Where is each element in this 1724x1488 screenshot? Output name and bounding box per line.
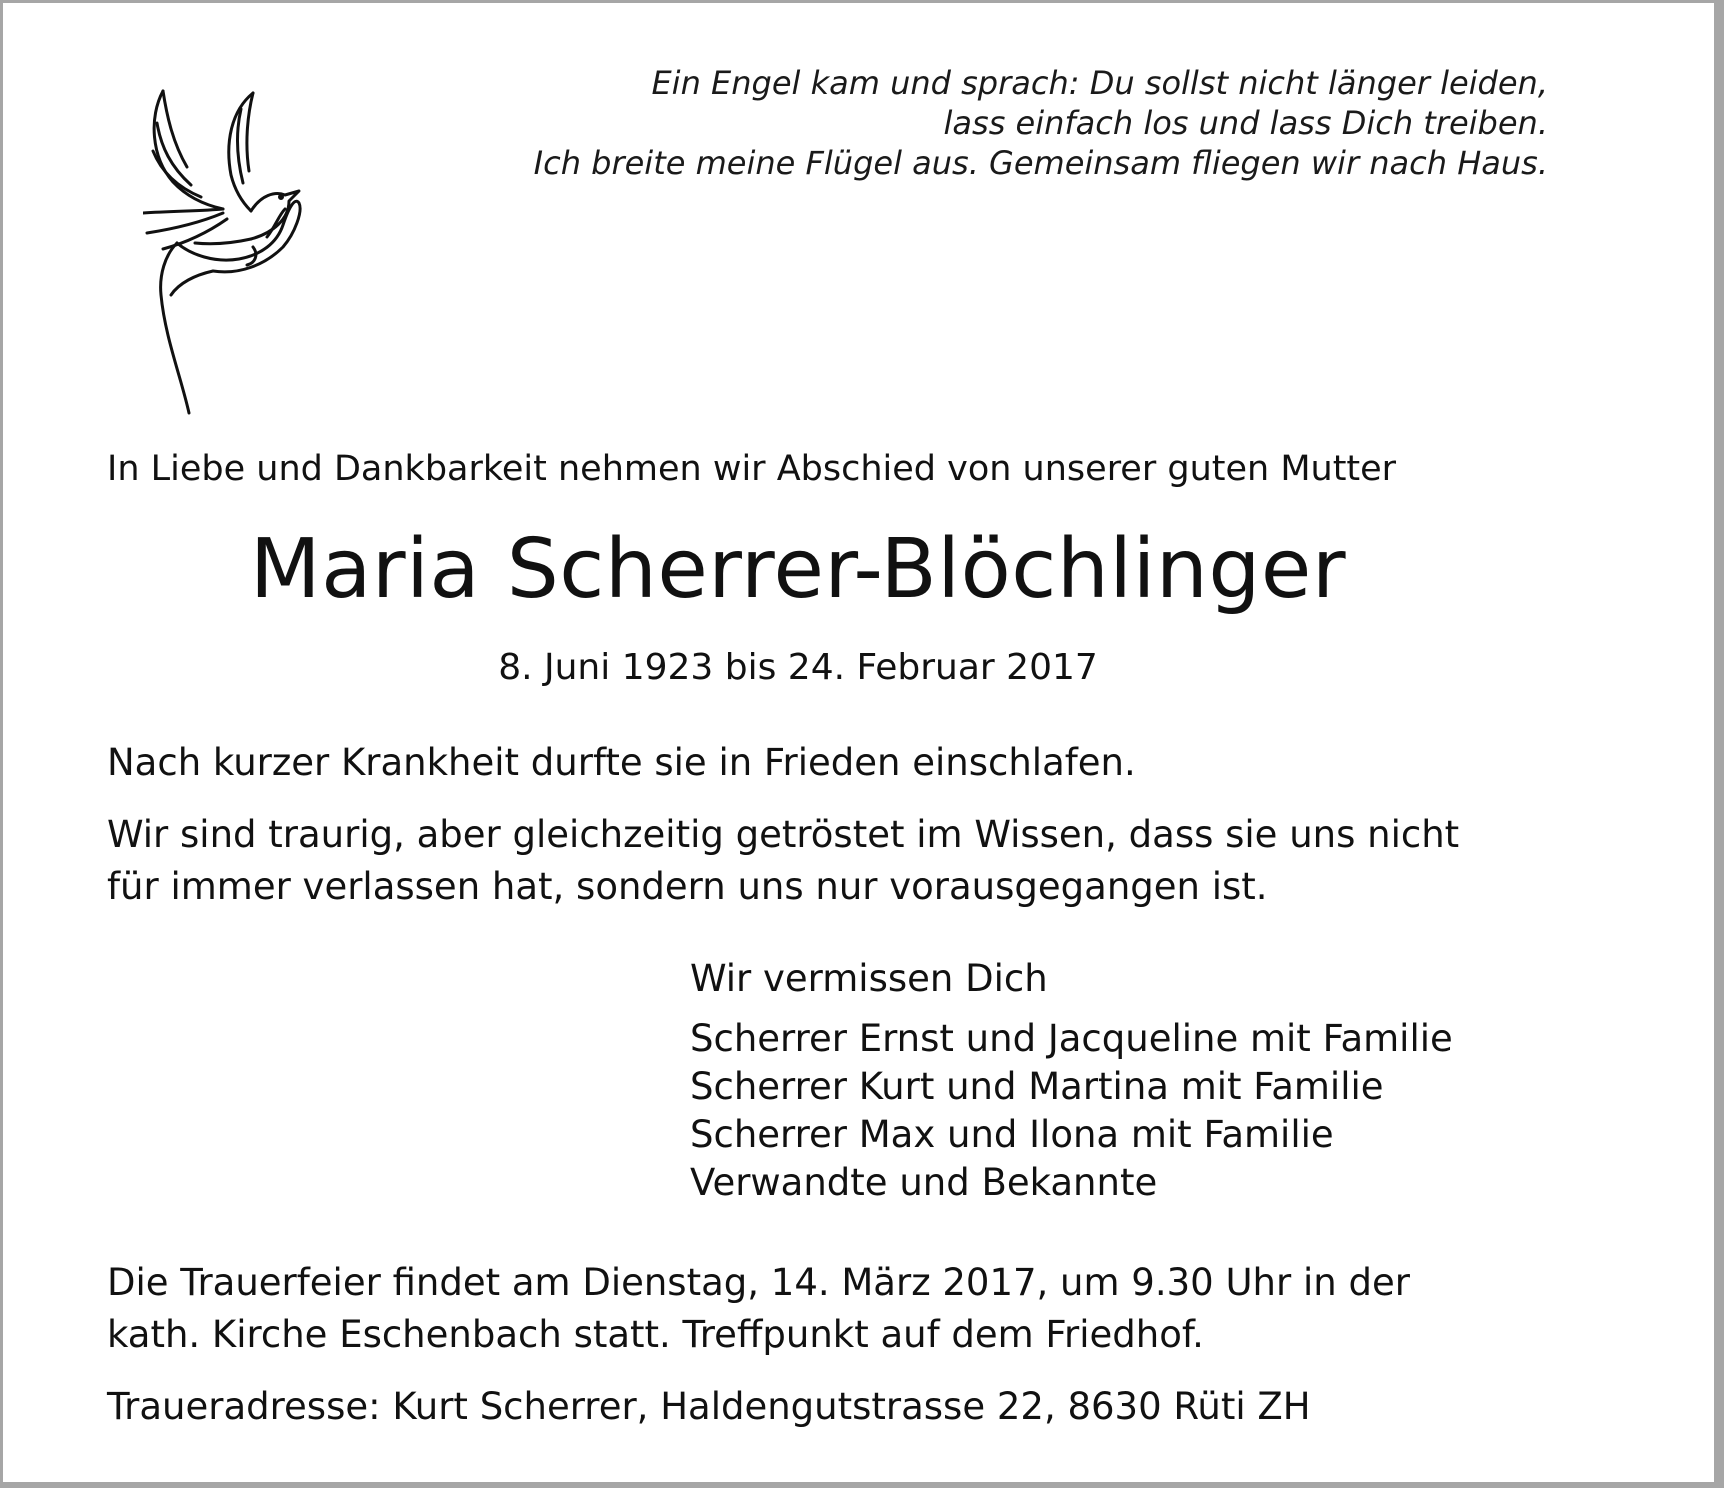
ceremony-line: kath. Kirche Eschenbach statt. Treffpunkt auf dem Friedhof. [107,1313,1204,1356]
miss-you-text: Wir vermissen Dich [690,957,1048,1000]
dove-on-hand-icon [143,87,343,417]
poem-line: lass einfach los und lass Dich treiben. [943,104,1548,142]
family-member: Verwandte und Bekannte [690,1161,1158,1204]
ceremony-text [107,1257,1410,1361]
intro-text: In Liebe und Dankbarkeit nehmen wir Abschied von unserer guten Mutter [107,449,1397,489]
poem-line: Ich breite meine Flügel aus. Gemeinsam fliegen wir nach Haus. [533,144,1548,182]
illness-text: Nach kurzer Krankheit durfte sie in Frieden einschlafen. [107,741,1136,784]
family-signature [690,955,1453,1207]
mourning-address: Traueradresse: Kurt Scherrer, Haldengutstrasse 22, 8630 Rüti ZH [107,1385,1311,1428]
comfort-line: für immer verlassen hat, sondern uns nur vorausgegangen ist. [107,865,1268,908]
comfort-text [107,809,1459,913]
ceremony-line: Die Trauerfeier findet am Dienstag, 14. März 2017, um 9.30 Uhr in der [107,1261,1410,1304]
family-member: Scherrer Kurt und Martina mit Familie [690,1065,1384,1108]
poem-line: Ein Engel kam und sprach: Du sollst nicht länger leiden, [651,64,1548,102]
comfort-line: Wir sind traurig, aber gleichzeitig getröstet im Wissen, dass sie uns nicht [107,813,1460,856]
family-member: Scherrer Ernst und Jacqueline mit Familie [690,1017,1453,1060]
life-dates: 8. Juni 1923 bis 24. Februar 2017 [498,647,1098,688]
poem [534,63,1548,183]
deceased-name: Maria Scherrer-Blöchlinger [249,522,1347,617]
family-member: Scherrer Max und Ilona mit Familie [690,1113,1334,1156]
